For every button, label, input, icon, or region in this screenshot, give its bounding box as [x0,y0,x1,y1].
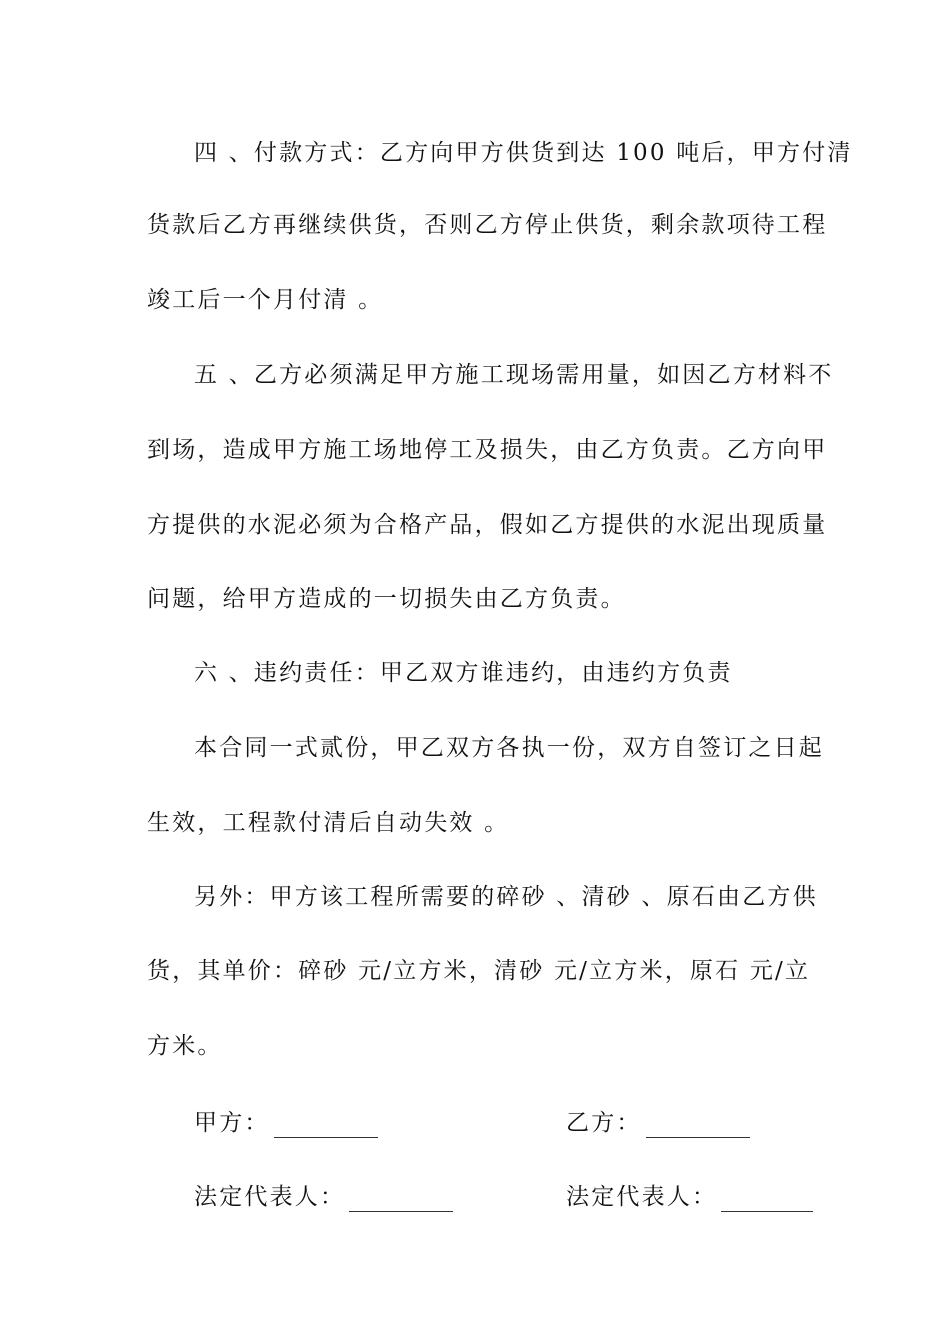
rep-b-blank [721,1189,813,1212]
extra-line-3: 方米。 [147,1033,223,1059]
extra-line-2: 货，其单价：碎砂 元/立方米，清砂 元/立方米，原石 元/立 [147,958,811,984]
clause-5-line-4: 问题，给甲方造成的一切损失由乙方负责。 [147,586,626,612]
party-b-signature [566,1108,750,1138]
party-b-blank [646,1115,750,1138]
clause-4-line-1: 四 、付款方式：乙方向甲方供货到达 100 吨后，甲方付清 [194,140,853,166]
clause-4-line-2: 货款后乙方再继续供货，否则乙方停止供货，剩余款项待工程 [147,212,828,238]
clause-4-line-3: 竣工后一个月付清 。 [147,287,384,313]
rep-a-label: 法定代表人： [194,1184,346,1210]
clause-6-line-1: 六 、违约责任：甲乙双方谁违约，由违约方负责 [194,660,733,686]
clause-5-line-2: 到场，造成甲方施工场地停工及损失，由乙方负责。乙方向甲 [147,437,828,463]
party-a-blank [274,1115,378,1138]
clause-5-line-1: 五 、乙方必须满足甲方施工现场需用量，如因乙方材料不 [194,362,834,388]
clause-5-line-3: 方提供的水泥必须为合格产品，假如乙方提供的水泥出现质量 [147,512,828,538]
party-a-signature [194,1108,378,1138]
party-a-label: 甲方： [194,1110,270,1136]
extra-line-1: 另外：甲方该工程所需要的碎砂 、清砂 、原石由乙方供 [194,884,818,910]
party-b-label: 乙方： [566,1110,642,1136]
validity-line-2: 生效，工程款付清后自动失效 。 [147,810,510,836]
rep-b-label: 法定代表人： [566,1184,718,1210]
validity-line-1: 本合同一式贰份，甲乙双方各执一份，双方自签订之日起 [194,735,824,761]
rep-a-blank [349,1189,453,1212]
rep-b-signature [566,1182,813,1212]
rep-a-signature [194,1182,453,1212]
